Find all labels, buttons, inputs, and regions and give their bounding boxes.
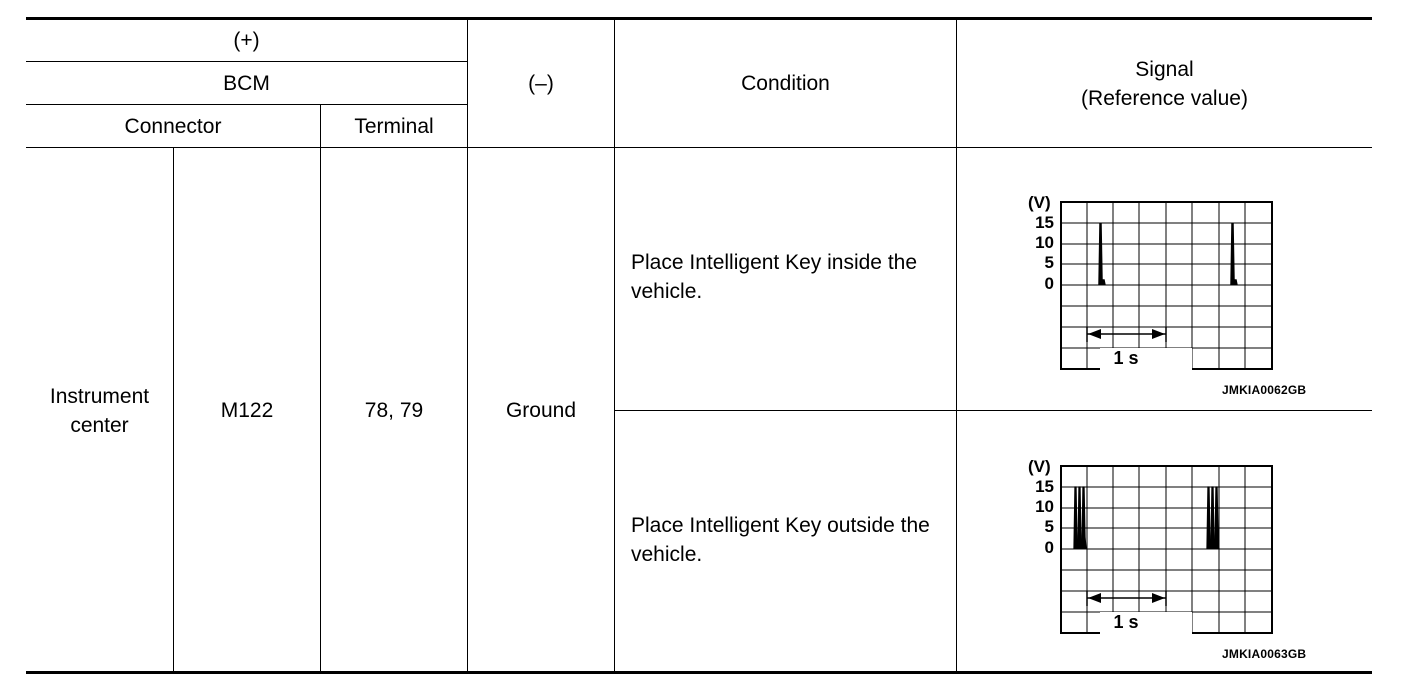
y-tick-10: 10 [1035, 497, 1054, 516]
figure-code-inside: JMKIA0062GB [1222, 383, 1307, 397]
time-label: 1 s [1113, 612, 1139, 632]
signal-pulses [1074, 487, 1219, 549]
header-signal-subtitle: (Reference value) [1081, 86, 1248, 110]
header-minus: (–) [528, 72, 554, 95]
waveform-unit: (V) [1028, 457, 1051, 476]
header-signal [957, 20, 1372, 147]
signal-pulses [1099, 224, 1237, 285]
waveform-grid [1061, 202, 1272, 369]
arrow-left-icon [1152, 329, 1165, 339]
y-tick-5: 5 [1044, 253, 1054, 272]
table-bottom-rule [26, 671, 1372, 674]
y-tick-0: 0 [1044, 274, 1054, 293]
header-condition: Condition [741, 72, 830, 95]
y-tick-0: 0 [1044, 538, 1054, 557]
condition-outside: Place Intelligent Key outside the vehicle. [631, 514, 930, 566]
condition-inside: Place Intelligent Key inside the vehicle. [631, 251, 918, 303]
harness-location: Instrument center [49, 384, 150, 437]
header-bottom-rule [26, 147, 1372, 148]
waveform-outside [1020, 452, 1280, 642]
header-terminal: Terminal [354, 114, 434, 138]
y-tick-15: 15 [1035, 477, 1054, 496]
header-plus: (+) [233, 29, 260, 52]
condition-divider-rule [615, 410, 1372, 411]
arrow-left-icon [1152, 593, 1165, 603]
arrow-right-icon [1088, 593, 1101, 603]
figure-code-outside: JMKIA0063GB [1222, 647, 1307, 661]
waveform-inside [1020, 188, 1280, 378]
y-tick-10: 10 [1035, 233, 1054, 252]
header-bcm: BCM [223, 71, 270, 95]
time-label: 1 s [1113, 348, 1139, 368]
y-tick-5: 5 [1044, 517, 1054, 536]
y-tick-15: 15 [1035, 213, 1054, 232]
arrow-right-icon [1088, 329, 1101, 339]
waveform-grid [1061, 466, 1272, 633]
header-connector: Connector [124, 114, 222, 138]
ground-terminal: Ground [505, 399, 577, 422]
header-signal-title: Signal [1135, 57, 1194, 81]
waveform-unit: (V) [1028, 193, 1051, 212]
connector-number: M122 [220, 399, 274, 422]
terminal-numbers: 78, 79 [364, 399, 424, 422]
